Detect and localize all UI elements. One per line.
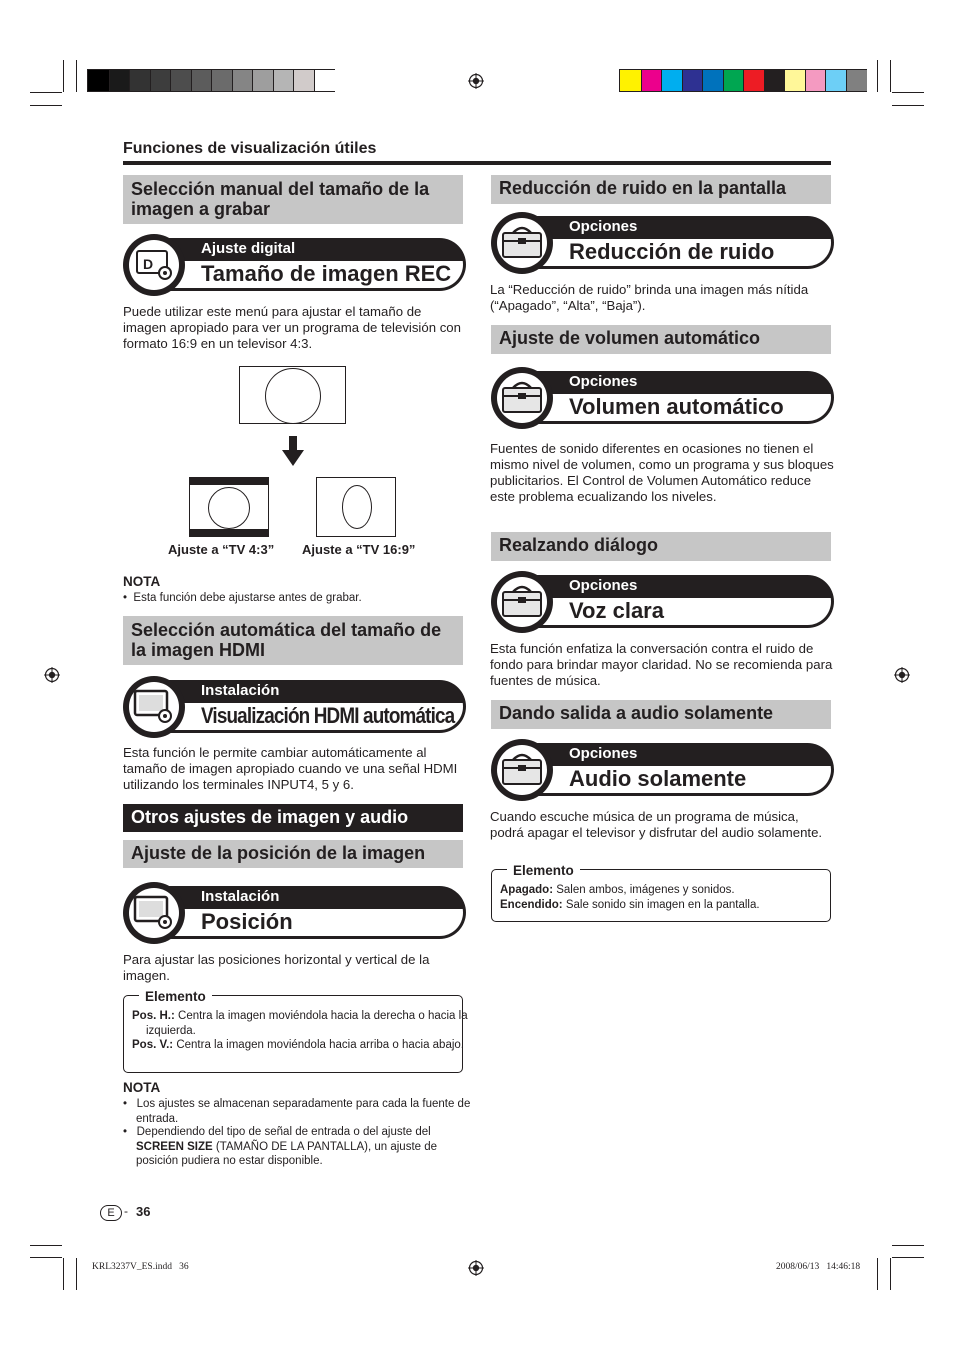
- crop-mark: [63, 1258, 64, 1290]
- color-swatch: [846, 70, 867, 91]
- menu-category: Ajuste digital: [201, 240, 296, 257]
- color-swatch: [682, 70, 703, 91]
- menu-banner-audio-only: [491, 739, 834, 801]
- menu-category: Opciones: [569, 745, 638, 762]
- tv-4-3-frame: [189, 477, 269, 537]
- element-item: Pos. H.: Centra la imagen moviéndola hacia la derecha o hacia la izquierda.: [132, 1010, 468, 1037]
- heading-auto-volume: Ajuste de volumen automático: [491, 325, 831, 354]
- note-item: • Los ajustes se almacenan separadamente para cada la fuente de entrada.: [123, 1098, 471, 1125]
- element-item: Encendido: Sale sonido sin imagen en la pantalla.: [500, 899, 760, 911]
- element-item: Apagado: Salen ambos, imágenes y sonidos.: [500, 884, 735, 896]
- heading-manual-rec-size: Selección manual del tamaño de la imagen a grabar: [123, 175, 463, 224]
- menu-category: Instalación: [201, 682, 280, 699]
- crop-mark: [63, 60, 64, 92]
- color-swatch: [109, 70, 130, 91]
- registration-mark-icon: [44, 667, 60, 683]
- crop-mark: [890, 60, 891, 92]
- note-title: NOTA: [123, 574, 161, 589]
- down-arrow-icon: [282, 436, 304, 471]
- menu-item-name: Posición: [201, 909, 293, 934]
- heading-enhance-dialog: Realzando diálogo: [491, 532, 831, 561]
- language-badge: E: [100, 1205, 122, 1221]
- tv-16-9-frame: [316, 477, 396, 537]
- figure-label: Ajuste a “TV 4:3”: [168, 542, 275, 557]
- section-title: Funciones de visualización útiles: [123, 140, 377, 157]
- menu-category: Opciones: [569, 373, 638, 390]
- menu-banner-clear-voice: [491, 571, 834, 633]
- crop-mark: [877, 60, 878, 92]
- color-swatch: [211, 70, 232, 91]
- note-item: • Dependiendo del tipo de señal de entrada o del ajuste del SCREEN SIZE (TAMAÑO DE LA PANTALLA), un ajuste de posición pudiera no estar disponible.: [123, 1126, 438, 1167]
- crop-mark: [76, 1258, 77, 1290]
- color-swatch: [88, 70, 109, 91]
- body-text: Cuando escuche música de un programa de música, podrá apagar el televisor y disfrutar del audio solamente.: [490, 809, 823, 840]
- source-frame-16-9: [239, 366, 346, 424]
- menu-item-name: Visualización HDMI automática: [201, 703, 455, 728]
- svg-text:D: D: [143, 256, 154, 272]
- options-toolbox-icon: [491, 367, 553, 429]
- crop-mark: [877, 1258, 878, 1290]
- page-dash: -: [124, 1204, 128, 1218]
- header-rule: [123, 161, 831, 165]
- crop-mark: [30, 92, 62, 93]
- registration-mark-icon: [468, 73, 484, 89]
- color-swatch: [273, 70, 294, 91]
- element-box-label: Elemento: [507, 863, 580, 878]
- menu-category: Opciones: [569, 218, 638, 235]
- color-swatch: [825, 70, 846, 91]
- menu-banner-hdmi: [123, 676, 466, 738]
- file-info: KRL3237V_ES.indd 36: [92, 1262, 189, 1272]
- body-text: La “Reducción de ruido” brinda una imagen más nítida (“Apagado”, “Alta”, “Baja”).: [490, 282, 809, 313]
- menu-banner-volume: [491, 367, 834, 429]
- menu-banner-rec-size: [123, 234, 466, 296]
- grayscale-bar: [87, 69, 335, 92]
- menu-category: Opciones: [569, 577, 638, 594]
- note-title: NOTA: [123, 1080, 161, 1095]
- note-item: • Esta función debe ajustarse antes de grabar.: [123, 592, 362, 604]
- element-box-label: Elemento: [139, 989, 212, 1004]
- crop-mark: [30, 1245, 62, 1246]
- menu-item-name: Audio solamente: [569, 766, 747, 791]
- color-swatch: [252, 70, 273, 91]
- color-swatch: [129, 70, 150, 91]
- color-swatch: [784, 70, 805, 91]
- color-swatch: [641, 70, 662, 91]
- crop-mark: [30, 105, 62, 106]
- crop-mark: [892, 92, 924, 93]
- test-ellipse: [342, 485, 372, 529]
- crop-mark: [30, 1257, 62, 1258]
- color-swatch: [702, 70, 723, 91]
- letterbox-bar: [190, 478, 268, 485]
- menu-category: Instalación: [201, 888, 280, 905]
- color-swatch: [150, 70, 171, 91]
- options-toolbox-icon: [491, 571, 553, 633]
- heading-image-position: Ajuste de la posición de la imagen: [123, 840, 463, 868]
- installation-icon: [123, 882, 185, 944]
- test-circle: [265, 368, 321, 424]
- body-text: Esta función le permite cambiar automáticamente al tamaño de imagen apropiado cuando ve una señal HDMI utilizando los terminales INPUT4, 5 y 6.: [123, 745, 458, 792]
- letterbox-bar: [190, 529, 268, 536]
- color-swatch: [170, 70, 191, 91]
- menu-item-name: Reducción de ruido: [569, 239, 775, 264]
- body-text: Esta función enfatiza la conversación contra el ruido de fondo para brindar mayor claridad. No se recomienda para fuentes de música.: [490, 641, 833, 688]
- color-swatch: [314, 70, 335, 91]
- menu-item-name: Tamaño de imagen REC: [201, 261, 452, 286]
- heading-auto-hdmi-size: Selección automática del tamaño de la imagen HDMI: [123, 616, 463, 665]
- color-swatch: [764, 70, 785, 91]
- body-text: Puede utilizar este menú para ajustar el tamaño de imagen apropiado para ver un programa de televisión con formato 16:9 en un televisor 4:3.: [123, 304, 461, 351]
- crop-mark: [892, 105, 924, 106]
- heading-audio-only: Dando salida a audio solamente: [491, 700, 831, 729]
- crop-mark: [890, 1258, 891, 1290]
- options-toolbox-icon: [491, 739, 553, 801]
- figure-label: Ajuste a “TV 16:9”: [302, 542, 416, 557]
- body-text: Fuentes de sonido diferentes en ocasiones no tienen el mismo nivel de volumen, como un programa y sus bloques publicitarios. El Control de Volumen Automático reduce este problema ecualizando los niveles.: [490, 441, 834, 504]
- body-text: Para ajustar las posiciones horizontal y vertical de la imagen.: [123, 952, 430, 983]
- date-info: 2008/06/13 14:46:18: [776, 1262, 861, 1272]
- digital-setup-icon: [123, 234, 185, 296]
- page-number: 36: [136, 1204, 151, 1219]
- crop-mark: [892, 1257, 924, 1258]
- menu-item-name: Voz clara: [569, 598, 664, 623]
- heading-noise-reduction: Reducción de ruido en la pantalla: [491, 175, 831, 204]
- test-circle: [208, 487, 250, 529]
- installation-icon: [123, 676, 185, 738]
- options-toolbox-icon: [491, 212, 553, 274]
- color-swatch: [743, 70, 764, 91]
- menu-item-name: Volumen automático: [569, 394, 784, 419]
- color-swatch: [191, 70, 212, 91]
- menu-banner-position: [123, 882, 466, 944]
- color-swatch: [805, 70, 826, 91]
- registration-mark-icon: [468, 1260, 484, 1276]
- crop-mark: [76, 60, 77, 92]
- color-swatch: [293, 70, 314, 91]
- crop-mark: [892, 1245, 924, 1246]
- registration-mark-icon: [894, 667, 910, 683]
- element-item: Pos. V.: Centra la imagen moviéndola hacia arriba o hacia abajo.: [132, 1039, 464, 1051]
- menu-banner-noise: [491, 212, 834, 274]
- color-swatch: [723, 70, 744, 91]
- color-swatch: [232, 70, 253, 91]
- color-swatch: [661, 70, 682, 91]
- color-bar: [619, 69, 867, 92]
- heading-other-settings: Otros ajustes de imagen y audio: [123, 804, 463, 832]
- color-swatch: [620, 70, 641, 91]
